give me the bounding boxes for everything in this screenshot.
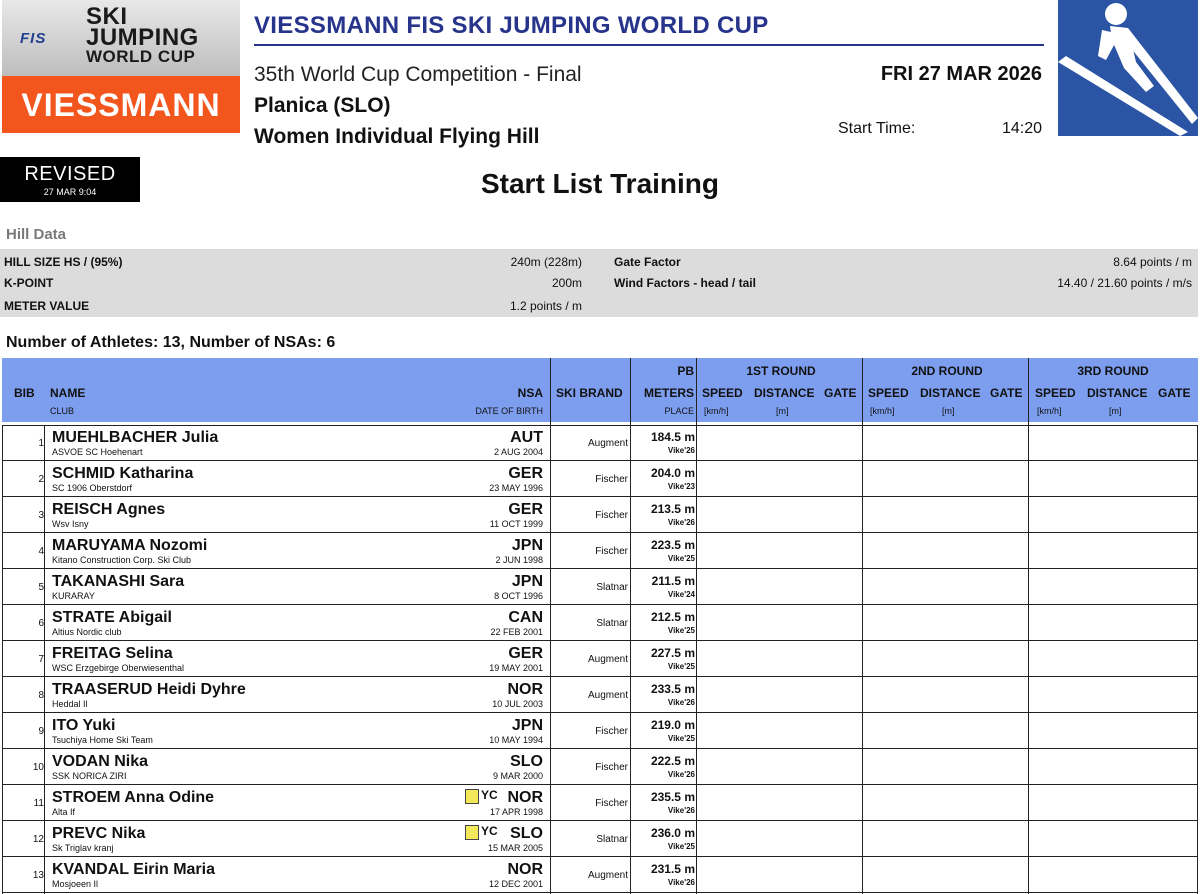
athlete-nsa: GER (508, 501, 543, 518)
athlete-ski-brand: Augment (587, 870, 628, 881)
logo-line-3: WORLD CUP (86, 47, 196, 66)
athlete-row (2, 750, 1198, 785)
gate-factor-label: Gate Factor (614, 255, 681, 269)
athlete-pb-meters: 231.5 m (650, 862, 695, 876)
athlete-bib: 1 (38, 438, 44, 449)
sponsor-logo (2, 76, 240, 133)
athlete-club: Mosjoeen Il (52, 879, 99, 889)
athlete-pb-meters: 213.5 m (650, 502, 695, 516)
athlete-pb-place: Vike'25 (667, 662, 695, 671)
athlete-bib: 5 (38, 582, 44, 593)
athlete-nsa: CAN (508, 609, 543, 626)
athlete-name: STRATE Abigail (52, 609, 172, 626)
athlete-dob: 12 DEC 2001 (488, 879, 543, 889)
athlete-bib: 13 (32, 870, 44, 881)
athlete-bib: 8 (38, 690, 44, 701)
athlete-pb-meters: 233.5 m (650, 682, 695, 696)
logo-line-2: JUMPING (86, 24, 199, 51)
hill-size-label: HILL SIZE HS / (95%) (4, 255, 123, 269)
athlete-row (2, 786, 1198, 821)
dob-header: DATE OF BIRTH (475, 406, 543, 416)
athlete-nsa: SLO (510, 825, 543, 842)
name-header: NAME (50, 386, 86, 400)
place-header: PLACE (664, 406, 694, 416)
logo-top-panel (2, 0, 240, 76)
athlete-row (2, 858, 1198, 893)
athlete-name: SCHMID Katharina (52, 465, 194, 482)
start-time: 14:20 (1001, 120, 1042, 137)
k-point-label: K-POINT (4, 276, 54, 290)
athlete-dob: 2 AUG 2004 (493, 447, 543, 457)
athlete-pb-meters: 211.5 m (651, 574, 695, 588)
hill-data-panel (0, 249, 1198, 317)
athlete-dob: 10 JUL 2003 (492, 699, 543, 709)
athlete-club: Wsv Isny (52, 519, 89, 529)
athlete-nsa: GER (508, 645, 543, 662)
hill-data-heading: Hill Data (6, 226, 67, 243)
athlete-bib: 10 (32, 762, 44, 773)
athlete-name: PREVC Nika (52, 825, 146, 842)
pb-header: PB (677, 364, 694, 378)
title-divider (254, 44, 1044, 46)
athlete-pb-place: Vike'23 (667, 482, 695, 491)
logo-line-1: SKI (86, 3, 128, 30)
athlete-club: KURARAY (52, 591, 95, 601)
ski-brand-header: SKI BRAND (556, 386, 623, 400)
athlete-name: FREITAG Selina (52, 645, 173, 662)
wind-factors-label: Wind Factors - head / tail (614, 276, 756, 290)
wind-factors-value: 14.40 / 21.60 points / m/s (1057, 276, 1192, 290)
athlete-club: Heddal Il (52, 699, 88, 709)
table-column-divider (44, 426, 45, 894)
athlete-club: Sk Triglav kranj (52, 843, 114, 853)
athlete-pb-place: Vike'26 (667, 878, 695, 887)
athlete-nsa: JPN (511, 573, 543, 590)
round2-gate-header: GATE (990, 386, 1023, 400)
athlete-ski-brand: Fischer (595, 762, 628, 773)
athlete-dob: 17 APR 1998 (489, 807, 543, 817)
meter-value-label: METER VALUE (4, 299, 90, 313)
athlete-name: ITO Yuki (52, 717, 116, 734)
revised-timestamp: 27 MAR 9:04 (43, 187, 97, 197)
athlete-club: Alta If (52, 807, 76, 817)
round2-speed-header: SPEED (868, 386, 909, 400)
hill-size-value: 240m (228m) (510, 255, 582, 269)
event-title: VIESSMANN FIS SKI JUMPING WORLD CUP (254, 12, 769, 39)
athlete-pb-meters: 222.5 m (650, 754, 695, 768)
athlete-club: Altius Nordic club (52, 627, 122, 637)
round3-speed-unit: [km/h] (1037, 406, 1062, 416)
athlete-ski-brand: Fischer (595, 510, 628, 521)
table-column-divider (2, 426, 3, 894)
sponsor-logo-text: VIESSMANN (21, 87, 221, 123)
athlete-ski-brand: Augment (587, 438, 628, 449)
athlete-row (2, 678, 1198, 713)
athlete-bib: 12 (32, 834, 44, 845)
round2-distance-header: DISTANCE (920, 386, 981, 400)
athlete-row (2, 534, 1198, 569)
athlete-row (2, 606, 1198, 641)
athlete-nsa: JPN (511, 717, 543, 734)
athlete-pb-meters: 219.0 m (650, 718, 695, 732)
athlete-name: REISCH Agnes (52, 501, 166, 518)
athlete-nsa: NOR (507, 861, 543, 878)
athlete-pb-place: Vike'26 (667, 770, 695, 779)
meters-header: METERS (643, 386, 694, 400)
athlete-club: SC 1906 Oberstdorf (52, 483, 133, 493)
meter-value-value: 1.2 points / m (509, 299, 582, 313)
ski-jumper-icon (1058, 0, 1198, 136)
athlete-bib: 2 (38, 474, 44, 485)
athlete-dob: 2 JUN 1998 (495, 555, 543, 565)
athlete-pb-meters: 236.0 m (650, 826, 695, 840)
gate-factor-value: 8.64 points / m (1113, 255, 1192, 269)
athlete-row (2, 498, 1198, 533)
athlete-pb-place: Vike'25 (667, 842, 695, 851)
start-time-label: Start Time: (838, 120, 916, 137)
athlete-row (2, 642, 1198, 677)
round3-gate-header: GATE (1158, 386, 1191, 400)
table-column-divider (862, 358, 863, 894)
athlete-pb-place: Vike'26 (667, 518, 695, 527)
athlete-club: SSK NORICA ZIRI (52, 771, 127, 781)
athlete-club: Tsuchiya Home Ski Team (52, 735, 153, 745)
round2-speed-unit: [km/h] (870, 406, 895, 416)
athlete-dob: 10 MAY 1994 (489, 735, 543, 745)
table-top-border (2, 425, 1198, 426)
athlete-nsa: NOR (507, 789, 543, 806)
round2-distance-unit: [m] (942, 406, 955, 416)
bib-header: BIB (14, 386, 35, 400)
athlete-nsa: AUT (510, 429, 543, 446)
athlete-nsa: NOR (507, 681, 543, 698)
athlete-name: STROEM Anna Odine (52, 789, 215, 806)
round3-header: 3RD ROUND (1077, 364, 1149, 378)
round2-header: 2ND ROUND (911, 364, 983, 378)
fis-logo-text: FIS (20, 30, 47, 47)
athlete-name: VODAN Nika (52, 753, 149, 770)
athlete-ski-brand: Fischer (595, 474, 628, 485)
round1-speed-unit: [km/h] (704, 406, 729, 416)
table-column-divider (550, 358, 551, 894)
competition-name: 35th World Cup Competition - Final (254, 63, 582, 86)
athlete-dob: 15 MAR 2005 (487, 843, 543, 853)
athlete-dob: 19 MAY 2001 (489, 663, 543, 673)
table-column-divider (630, 358, 631, 894)
athlete-ski-brand: Slatnar (596, 582, 628, 593)
athlete-pb-place: Vike'25 (667, 626, 695, 635)
ski-jumping-wordmark (86, 3, 199, 66)
athlete-pb-meters: 223.5 m (650, 538, 695, 552)
nsa-header: NSA (517, 386, 543, 400)
athlete-name: TRAASERUD Heidi Dyhre (52, 681, 246, 698)
athlete-ski-brand: Slatnar (596, 834, 628, 845)
athlete-pb-place: Vike'24 (667, 590, 695, 599)
round1-header: 1ST ROUND (746, 364, 816, 378)
athlete-dob: 11 OCT 1999 (489, 519, 543, 529)
ski-jumper-pictogram (1058, 0, 1198, 136)
k-point-value: 200m (551, 276, 582, 290)
table-column-divider (696, 358, 697, 894)
athlete-bib: 7 (38, 654, 44, 665)
athlete-club: WSC Erzgebirge Oberwiesenthal (52, 663, 185, 673)
athlete-ski-brand: Augment (587, 690, 628, 701)
world-cup-logo (2, 0, 240, 133)
athlete-pb-place: Vike'26 (667, 698, 695, 707)
round1-distance-header: DISTANCE (754, 386, 815, 400)
table-column-divider (1197, 426, 1198, 894)
round3-distance-header: DISTANCE (1087, 386, 1148, 400)
athlete-bib: 6 (38, 618, 44, 629)
athlete-row (2, 570, 1198, 605)
athlete-ski-brand: Augment (587, 654, 628, 665)
athlete-club: ASVOE SC Hoehenart (52, 447, 143, 457)
athlete-pb-meters: 235.5 m (650, 790, 695, 804)
athlete-ski-brand: Fischer (595, 546, 628, 557)
athlete-bib: 4 (38, 546, 44, 557)
yellow-card-label: YC (481, 788, 498, 802)
athlete-pb-meters: 204.0 m (650, 466, 695, 480)
athlete-row (2, 426, 1198, 461)
athlete-bib: 9 (38, 726, 44, 737)
athlete-bib: 3 (38, 510, 44, 521)
athlete-row (2, 822, 1198, 857)
athlete-nsa: JPN (511, 537, 543, 554)
table-column-divider (1028, 358, 1029, 894)
athlete-row (2, 714, 1198, 749)
athlete-name: MUEHLBACHER Julia (52, 429, 219, 446)
athlete-pb-meters: 227.5 m (650, 646, 695, 660)
yellow-card-icon (465, 825, 479, 840)
yellow-card-label: YC (481, 824, 498, 838)
yellow-card-icon (465, 789, 479, 804)
round1-speed-header: SPEED (702, 386, 743, 400)
athlete-row (2, 462, 1198, 497)
round1-gate-header: GATE (824, 386, 857, 400)
athlete-nsa: GER (508, 465, 543, 482)
athlete-pb-place: Vike'25 (667, 554, 695, 563)
athletes-summary: Number of Athletes: 13, Number of NSAs: 6 (6, 334, 336, 351)
athlete-pb-place: Vike'26 (667, 446, 695, 455)
fis-logo (20, 30, 46, 47)
athlete-ski-brand: Fischer (595, 798, 628, 809)
athlete-bib: 11 (33, 798, 44, 809)
round3-speed-header: SPEED (1035, 386, 1076, 400)
athlete-ski-brand: Slatnar (596, 618, 628, 629)
category: Women Individual Flying Hill (254, 125, 540, 148)
athlete-pb-place: Vike'26 (667, 806, 695, 815)
athlete-name: TAKANASHI Sara (52, 573, 185, 590)
competition-date: FRI 27 MAR 2026 (880, 63, 1042, 85)
club-header: CLUB (50, 406, 75, 416)
athlete-dob: 8 OCT 1996 (494, 591, 543, 601)
start-list-header (2, 358, 1198, 422)
revised-label: REVISED (24, 163, 116, 185)
athlete-ski-brand: Fischer (595, 726, 628, 737)
athlete-pb-meters: 184.5 m (650, 430, 695, 444)
athlete-name: MARUYAMA Nozomi (52, 537, 208, 554)
round1-distance-unit: [m] (776, 406, 789, 416)
athlete-dob: 9 MAR 2000 (492, 771, 543, 781)
athlete-club: Kitano Construction Corp. Ski Club (52, 555, 192, 565)
athlete-nsa: SLO (510, 753, 543, 770)
athlete-dob: 23 MAY 1996 (489, 483, 543, 493)
athlete-name: KVANDAL Eirin Maria (52, 861, 215, 878)
athlete-dob: 22 FEB 2001 (490, 627, 543, 637)
athlete-pb-meters: 212.5 m (650, 610, 695, 624)
round3-distance-unit: [m] (1109, 406, 1122, 416)
athlete-pb-place: Vike'25 (667, 734, 695, 743)
venue: Planica (SLO) (254, 94, 391, 117)
document-title: Start List Training (480, 168, 720, 199)
